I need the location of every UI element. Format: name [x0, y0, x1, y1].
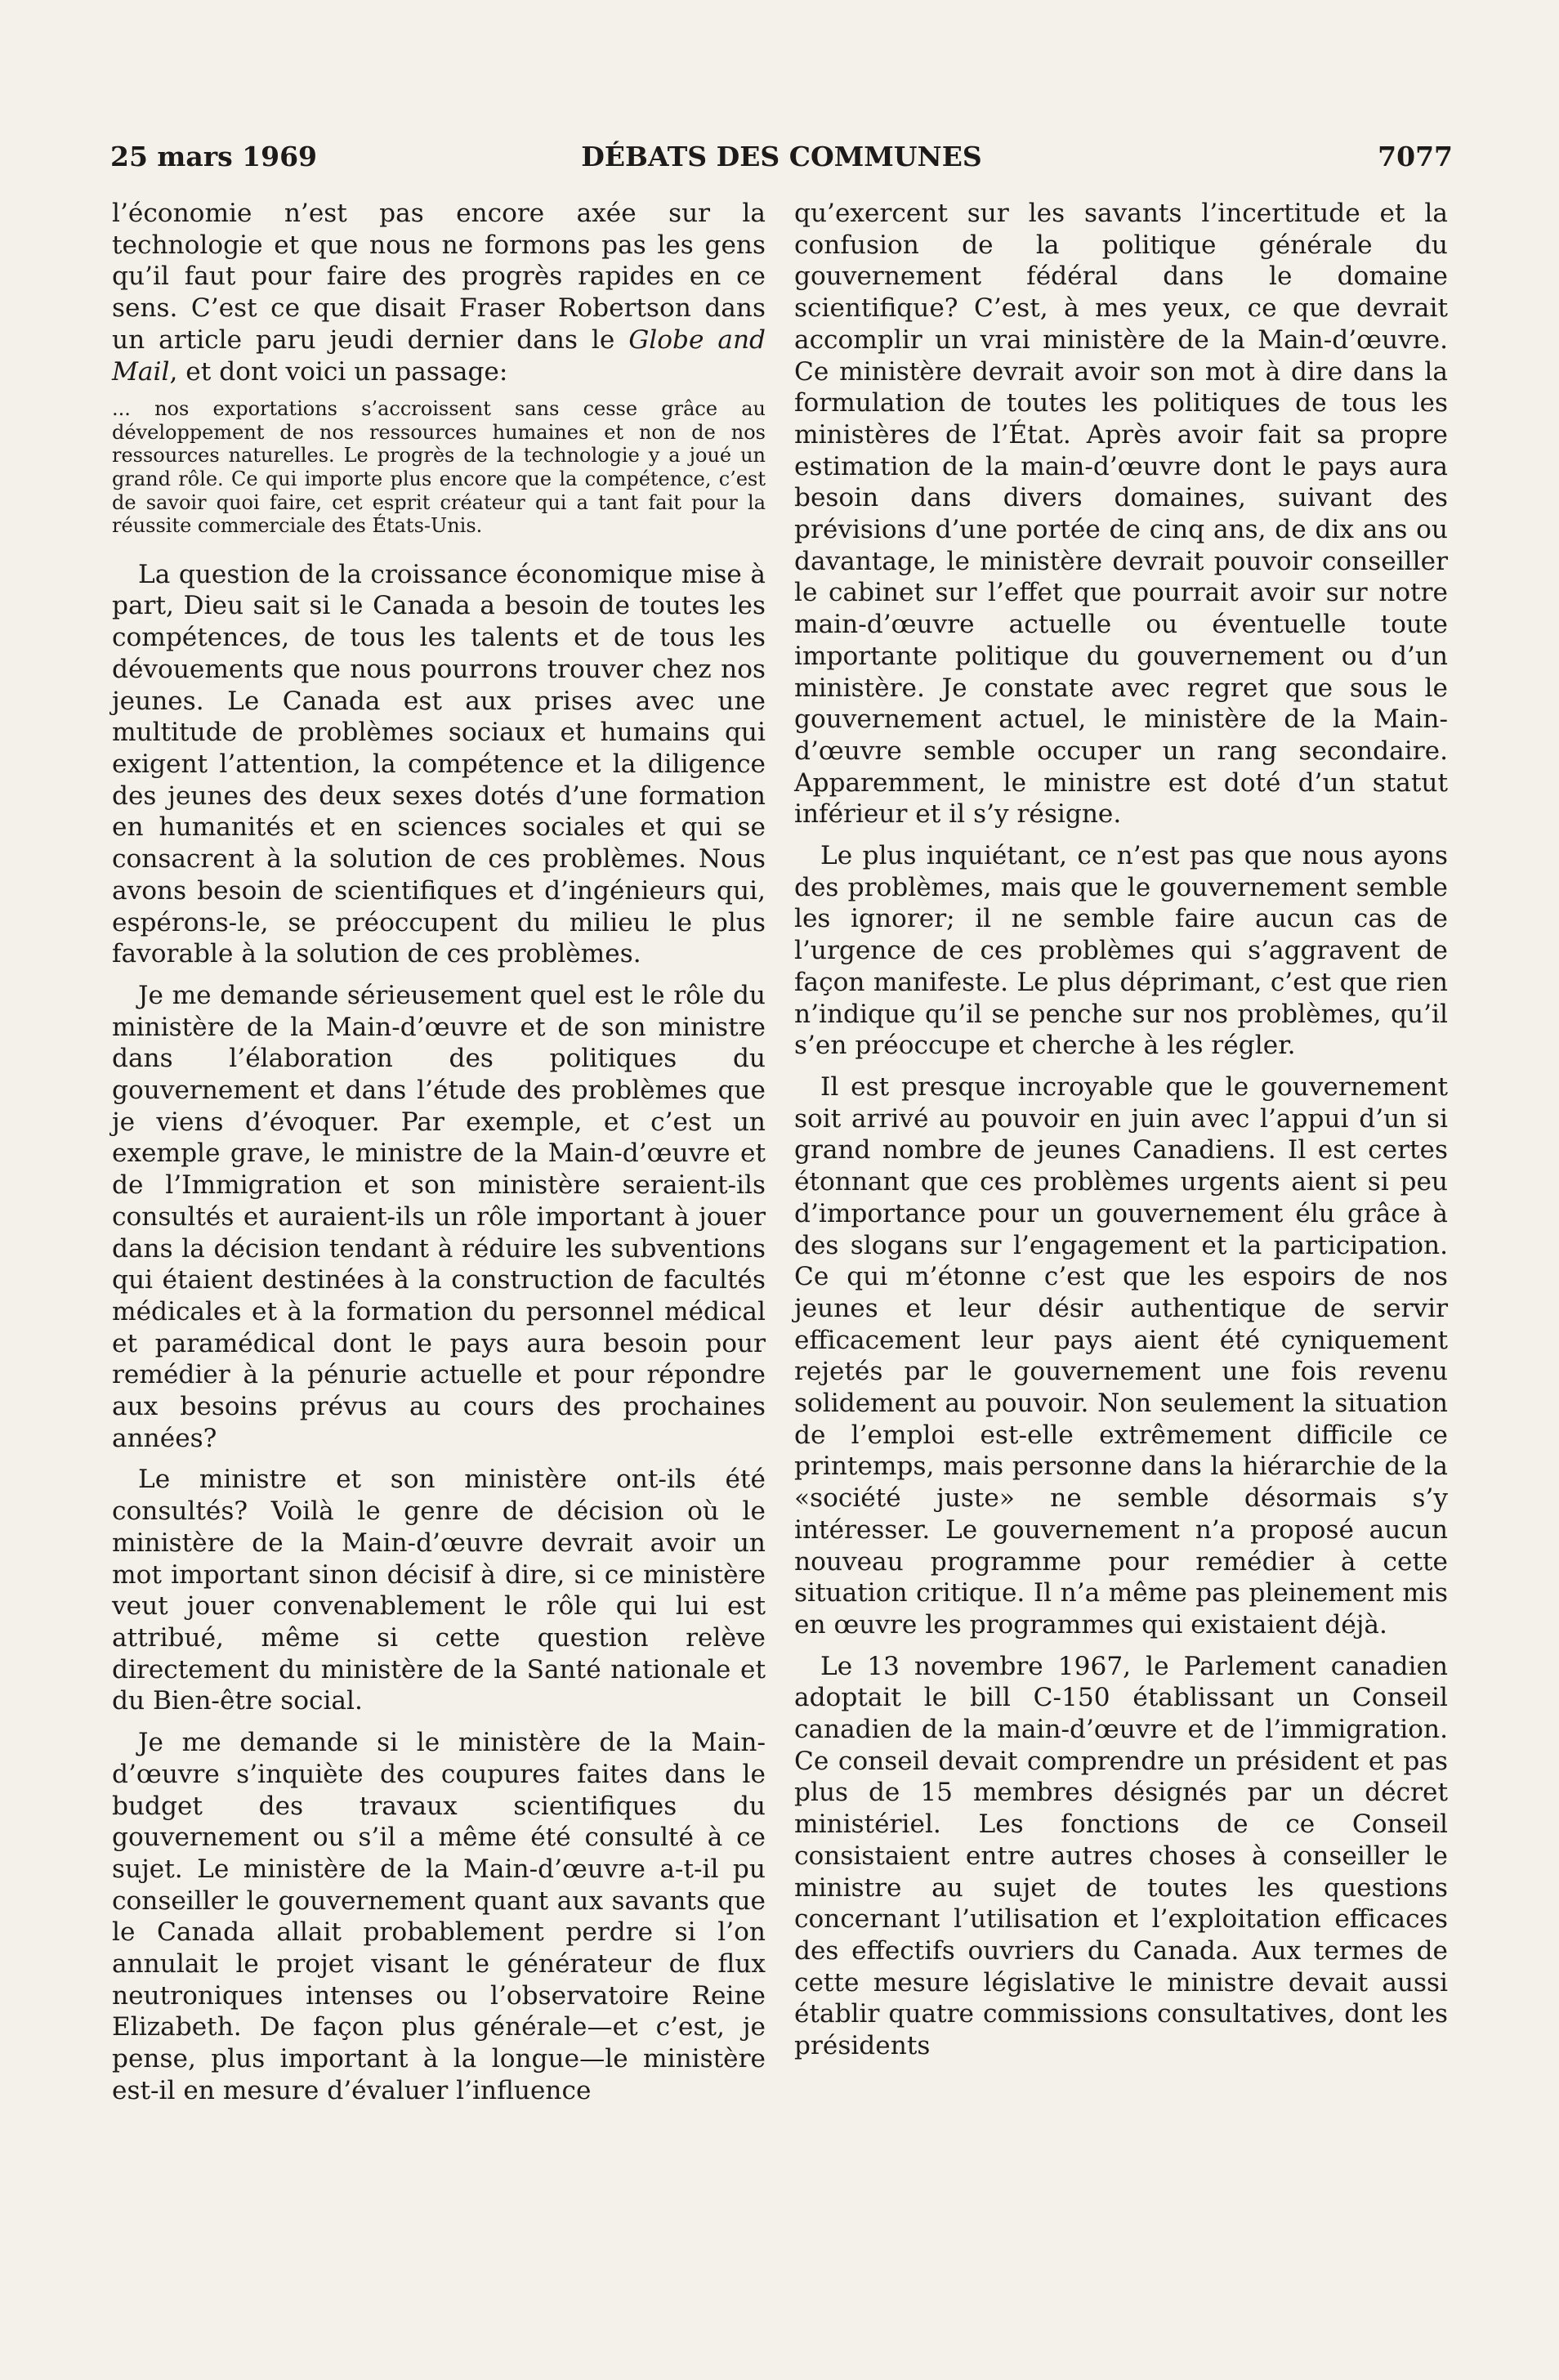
- paragraph: qu’exercent sur les savants l’incertitude et la confusion de la politique générale du gouvernement fédéral dans le domaine scientifique? C’est, à mes yeux, ce que devrait accomplir un vrai ministère de la Main-d’œuvre. Ce ministère devrait avoir son mot à dire dans la formulation de toutes les politiques de tous les ministères de l’État. Après avoir fait sa propre estimation de la main-d’œuvre dont le pays aura besoin dans divers domaines, suivant des prévisions d’une portée de cinq ans, de dix ans ou davantage, le ministère devrait pouvoir conseiller le cabinet sur l’effet que pourrait avoir sur notre main-d’œuvre actuelle ou éventuelle toute importante politique du gouvernement ou d’un ministère. Je constate avec regret que sous le gouvernement actuel, le ministère de la Main-d’œuvre semble occuper un rang secondaire. Apparemment, le ministre est doté d’un statut inférieur et il s’y résigne.: [794, 199, 1448, 830]
- paragraph: La question de la croissance économique mise à part, Dieu sait si le Canada a besoin de toutes les compétences, de tous les talents et de tous les dévouements que nous pourrons trouver chez nos jeunes. Le Canada est aux prises avec une multitude de problèmes sociaux et humains qui exigent l’attention, la compétence et la diligence des jeunes des deux sexes dotés d’une formation en humanités et en sciences sociales et qui se consacrent à la solution de ces problèmes. Nous avons besoin de scientifiques et d’ingénieurs qui, espérons-le, se préoccupent du milieu le plus favorable à la solution de ces problèmes.: [112, 559, 766, 969]
- paragraph-text: , et dont voici un passage:: [169, 356, 508, 387]
- page-header: [110, 141, 1453, 181]
- paragraph: [112, 198, 766, 387]
- paragraph: Le plus inquiétant, ce n’est pas que nous ayons des problèmes, mais que le gouvernement semble les ignorer; il ne semble faire aucun cas de l’urgence de ces problèmes qui s’aggravent de façon manifeste. Le plus déprimant, c’est que rien n’indique qu’il se penche sur nos problèmes, qu’il s’en préoccupe et cherche à les régler.: [794, 841, 1448, 1061]
- paragraph: Je me demande si le ministère de la Main-d’œuvre s’inquiète des coupures faites dans le budget des travaux scientifiques du gouvernement ou s’il a même été consulté à ce sujet. Le ministère de la Main-d’œuvre a-t-il pu conseiller le gouvernement quant aux savants que le Canada allait probablement perdre si l’on annulait le projet visant le générateur de flux neutroniques intenses ou l’observatoire Reine Elizabeth. De façon plus générale—et c’est, je pense, plus important à la longue—le ministère est-il en mesure d’évaluer l’influence: [112, 1728, 766, 2105]
- paragraph: Il est presque incroyable que le gouvernement soit arrivé au pouvoir en juin avec l’appui d’un si grand nombre de jeunes Canadiens. Il est certes étonnant que ces problèmes urgents aient si peu d’importance pour un gouvernement élu grâce à des slogans sur l’engagement et la participation. Ce qui m’étonne c’est que les espoirs de nos jeunes et leur désir authentique de servir efficacement leur pays aient été cyniquement rejetés par le gouvernement une fois revenu solidement au pouvoir. Non seulement la situation de l’emploi est-elle extrêmement difficile ce printemps, mais personne dans la hiérarchie de la «société juste» ne semble désormais s’y intéresser. Le gouvernement n’a proposé aucun nouveau programme pour remédier à cette situation critique. Il n’a même pas pleinement mis en œuvre les programmes qui existaient déjà.: [794, 1071, 1448, 1640]
- page-number: 7077: [1378, 141, 1453, 172]
- newspaper-title: Globe and Mail: [112, 324, 766, 387]
- paragraph: Le 13 novembre 1967, le Parlement canadien adoptait le bill C-150 établissant un Conseil canadien de la main-d’œuvre et de l’immigration. Ce conseil devait comprendre un président et pas plus de 15 membres désignés par un décret ministériel. Les fonctions de ce Conseil consistaient entre autres choses à conseiller le ministre au sujet de toutes les questions concernant l’utilisation et l’exploitation efficaces des effectifs ouvriers du Canada. Aux termes de cette mesure législative le ministre devait aussi établir quatre commissions consultatives, dont les présidents: [794, 1651, 1448, 2061]
- right-column: [794, 198, 1448, 2072]
- left-column: [112, 198, 766, 2117]
- paragraph: Le ministre et son ministère ont-ils été consultés? Voilà le genre de décision où le ministère de la Main-d’œuvre devrait avoir un mot important sinon décisif à dire, si ce ministère veut jouer convenablement le rôle qui lui est attribué, même si cette question relève directement du ministère de la Santé nationale et du Bien-être social.: [112, 1465, 766, 1716]
- header-title: DÉBATS DES COMMUNES: [581, 141, 982, 172]
- block-quote: ... nos exportations s’accroissent sans cesse grâce au développement de nos ressources humaines et non de nos ressources naturelles. Le progrès de la technologie y a joué un grand rôle. Ce qui importe plus encore que la compétence, c’est de savoir quoi faire, cet esprit créateur qui a tant fait pour la réussite commerciale des États-Unis.: [112, 397, 766, 538]
- header-date: 25 mars 1969: [110, 141, 318, 172]
- paragraph-text: l’économie n’est pas encore axée sur la technologie et que nous ne formons pas les gens qu’il faut pour faire des progrès rapides en ce sens. C’est ce que disait Fraser Robertson dans un article paru jeudi dernier dans le: [112, 199, 766, 355]
- paragraph: Je me demande sérieusement quel est le rôle du ministère de la Main-d’œuvre et de son ministre dans l’élaboration des politiques du gouvernement et dans l’étude des problèmes que je viens d’évoquer. Par exemple, et c’est un exemple grave, le ministre de la Main-d’œuvre et de l’Immigration et son ministère seraient-ils consultés et auraient-ils un rôle important à jouer dans la décision tendant à réduire les subventions qui étaient destinées à la construction de facultés médicales et à la formation du personnel médical et paramédical dont le pays aura besoin pour remédier à la pénurie actuelle et pour répondre aux besoins prévus au cours des prochaines années?: [112, 980, 766, 1453]
